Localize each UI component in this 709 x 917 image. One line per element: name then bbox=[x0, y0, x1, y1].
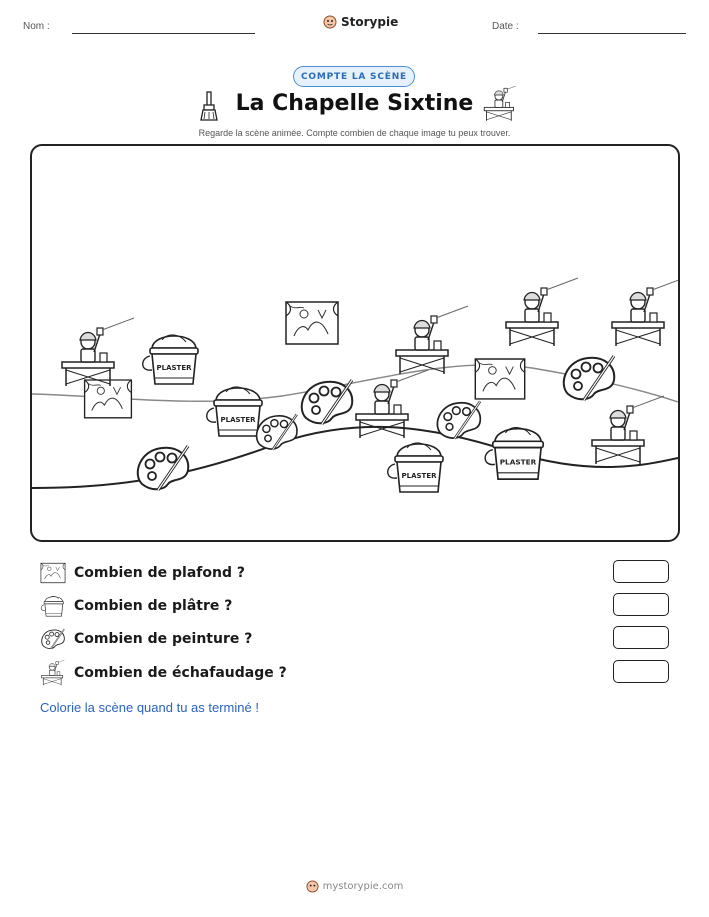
scaffold-painter bbox=[506, 278, 578, 346]
question-text: Combien de peinture ? bbox=[74, 631, 253, 647]
storypie-logo bbox=[323, 15, 398, 29]
scaffold-painter bbox=[62, 318, 134, 386]
paint-palette bbox=[437, 401, 480, 438]
question-text: Combien de échafaudage ? bbox=[74, 665, 287, 681]
coloring-note: Colorie la scène quand tu as terminé ! bbox=[40, 700, 259, 715]
answer-box-peinture[interactable] bbox=[613, 626, 669, 649]
paint-palette bbox=[138, 446, 188, 490]
scaffold-painter-icon bbox=[40, 660, 66, 686]
answer-box-echafaudage[interactable] bbox=[613, 660, 669, 683]
scaffold-painter bbox=[396, 306, 468, 374]
scene-illustration bbox=[32, 146, 678, 540]
counting-scene bbox=[30, 144, 680, 542]
question-text: Combien de plafond ? bbox=[74, 565, 245, 581]
ceiling-fresco bbox=[286, 302, 338, 344]
name-line[interactable] bbox=[72, 33, 255, 34]
paint-palette bbox=[257, 414, 297, 449]
date-label: Date : bbox=[492, 21, 519, 32]
plaster-bucket bbox=[388, 443, 443, 492]
plaster-bucket bbox=[143, 335, 198, 384]
plaster-bucket-icon bbox=[40, 594, 66, 618]
footer-url[interactable]: mystorypie.com bbox=[322, 881, 404, 892]
page-title: La Chapelle Sixtine bbox=[235, 91, 474, 116]
brand-name: Storypie bbox=[341, 15, 399, 29]
plaster-label: PLASTER bbox=[401, 472, 437, 480]
question-row bbox=[40, 594, 232, 618]
instructions: Regarde la scène animée. Compte combien de chaque image tu peux trouver. bbox=[198, 128, 511, 138]
front-hill-line bbox=[32, 427, 678, 488]
answer-box-plafond[interactable] bbox=[613, 560, 669, 583]
scaffold-painter bbox=[612, 278, 678, 346]
question-row bbox=[40, 661, 287, 685]
ceiling-fresco bbox=[85, 380, 132, 418]
storypie-mascot-icon bbox=[323, 15, 337, 29]
paint-palette-icon bbox=[40, 627, 66, 651]
footer-brand bbox=[0, 880, 709, 893]
activity-badge: COMPTE LA SCÈNE bbox=[293, 66, 415, 87]
name-label: Nom : bbox=[23, 21, 50, 32]
plaster-label: PLASTER bbox=[499, 457, 537, 467]
plaster-label: PLASTER bbox=[220, 416, 256, 424]
plaster-label: PLASTER bbox=[156, 364, 192, 372]
date-line[interactable] bbox=[538, 33, 686, 34]
paint-palette bbox=[302, 380, 352, 424]
question-row bbox=[40, 627, 252, 651]
storypie-mascot-icon bbox=[306, 880, 319, 893]
plaster-bucket bbox=[485, 428, 543, 480]
scaffold-painter bbox=[592, 396, 664, 464]
plaster-bucket bbox=[207, 387, 262, 436]
ceiling-fresco bbox=[475, 359, 524, 399]
question-row bbox=[40, 561, 245, 585]
paint-palette bbox=[564, 356, 614, 400]
question-text: Combien de plâtre ? bbox=[74, 598, 233, 614]
answer-box-platre[interactable] bbox=[613, 593, 669, 616]
ceiling-painting-icon bbox=[40, 562, 66, 584]
painter-scaffold-icon bbox=[482, 86, 518, 122]
